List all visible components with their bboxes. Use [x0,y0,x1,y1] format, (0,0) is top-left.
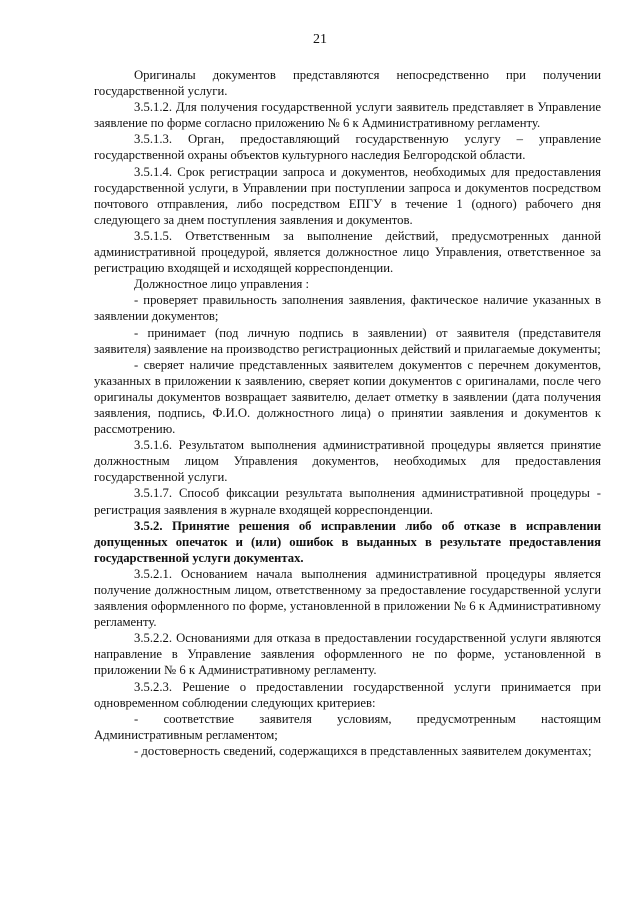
paragraph-originals: Оригиналы документов представляются непосредственно при получении государственной услуги. [94,68,601,99]
list-item-reliability: - достоверность сведений, содержащихся в представленных заявителем документах; [134,743,592,758]
page-number: 21 [313,32,327,47]
paragraph-3-5-2-1: 3.5.2.1. Основанием начала выполнения административной процедуры является получение должностным лицом, ответственному за предоставление государственной услуги заявления оформленного по форме, установленной в приложении № 6 к Административному регламенту. [94,566,601,630]
list-item-verifies: - сверяет наличие представленных заявителем документов с перечнем документов, указанных в приложении к заявлению, сверяет копии документов с оригиналами, после чего оригиналы документов возвращает заявителю, делает отметку в заявлении (дата получения заявления, подпись, Ф.И.О. должностного лица) о принятии заявления и документов к рассмотрению. [94,357,601,437]
paragraph-3-5-1-2: 3.5.1.2. Для получения государственной услуги заявитель представляет в Управление заявление по форме согласно приложению № 6 к Административному регламенту. [94,100,601,131]
section-heading-3-5-2: 3.5.2. Принятие решения об исправлении либо об отказе в исправлении допущенных опечаток и (или) ошибок в выданных в результате предоставления государственной услуги документах. [94,518,601,565]
list-item-compliance: - соответствие заявителя условиям, предусмотренным настоящим Административным регламентом; [94,711,601,742]
paragraph-3-5-1-3: 3.5.1.3. Орган, предоставляющий государственную услугу – управление государственной охраны объектов культурного наследия Белгородской области. [94,132,601,163]
body-text [94,67,601,759]
paragraph-3-5-2-2: 3.5.2.2. Основаниями для отказа в предоставлении государственной услуги являются направление в Управление заявления оформленного не по форме, установленной в приложении № 6 к Административному регламенту. [94,631,601,678]
list-item-checks: - проверяет правильность заполнения заявления, фактическое наличие указанных в заявлении документов; [94,293,601,324]
paragraph-3-5-1-4: 3.5.1.4. Срок регистрации запроса и документов, необходимых для предоставления государственной услуги, в Управлении при поступлении запроса и документов посредством почтового отправления, либо посредством ЕПГУ в течение 1 (одного) рабочего дня следующего за днем поступления заявления и документов. [94,164,601,227]
paragraph-3-5-1-7: 3.5.1.7. Способ фиксации результата выполнения административной процедуры - регистрация заявления в журнале входящей корреспонденции. [94,486,601,517]
paragraph-official-intro: Должностное лицо управления : [134,277,310,292]
paragraph-3-5-2-3: 3.5.2.3. Решение о предоставлении государственной услуги принимается при одновременном соблюдении следующих критериев: [94,679,601,710]
list-item-accepts: - принимает (под личную подпись в заявлении) от заявителя (представителя заявителя) заявление на производство регистрационных действий и прилагаемые документы; [94,325,601,356]
paragraph-3-5-1-5: 3.5.1.5. Ответственным за выполнение действий, предусмотренных данной административной процедурой, является должностное лицо Управления, ответственное за регистрацию входящей и исходящей корреспонденции. [94,228,601,276]
paragraph-3-5-1-6: 3.5.1.6. Результатом выполнения административной процедуры является принятие должностным лицом Управления документов, необходимых для предоставления государственной услуги. [94,438,601,485]
